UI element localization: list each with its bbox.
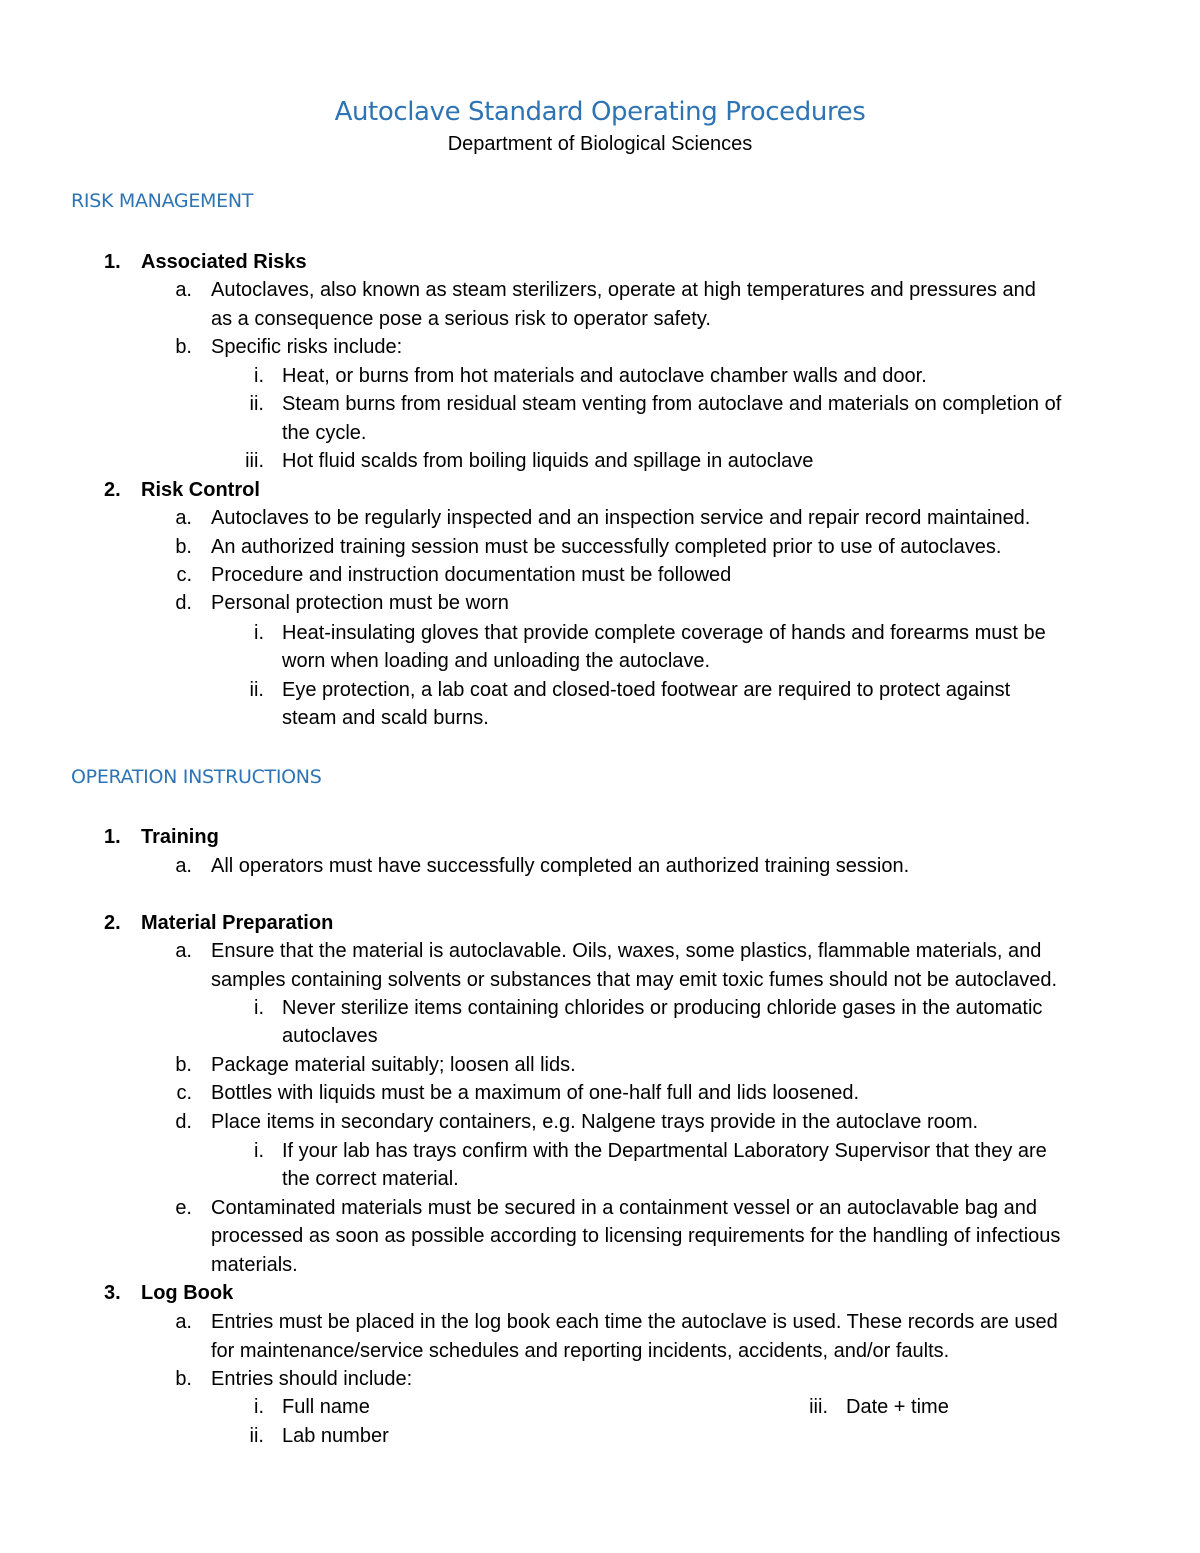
list-text: the cycle. <box>282 422 367 444</box>
list-text: Heat-insulating gloves that provide complete coverage of hands and forearms must be <box>282 622 1046 644</box>
list-text: steam and scald burns. <box>282 707 489 729</box>
list-number: 1. <box>104 251 121 273</box>
list-text: Date + time <box>846 1396 949 1418</box>
list-text: Hot fluid scalds from boiling liquids and spillage in autoclave <box>282 450 814 472</box>
list-marker: ii. <box>249 393 264 415</box>
document-title: Autoclave Standard Operating Procedures <box>334 97 866 127</box>
list-text: All operators must have successfully completed an authorized training session. <box>211 855 910 877</box>
list-text: Procedure and instruction documentation must be followed <box>211 564 732 586</box>
list-marker: ii. <box>249 679 264 701</box>
list-text: Package material suitably; loosen all lids. <box>211 1054 576 1076</box>
list-item-title: Material Preparation <box>141 912 334 934</box>
list-marker: a. <box>175 507 192 529</box>
list-text: An authorized training session must be successfully completed prior to use of autoclaves. <box>211 536 1002 558</box>
list-text: Never sterilize items containing chlorides or producing chloride gases in the automatic <box>282 997 1043 1019</box>
list-text: Full name <box>282 1396 370 1418</box>
list-text: Autoclaves, also known as steam sterilizers, operate at high temperatures and pressures and <box>211 279 1036 301</box>
list-text: Autoclaves to be regularly inspected and an inspection service and repair record maintained. <box>211 507 1031 529</box>
list-item-title: Log Book <box>141 1282 234 1304</box>
list-marker: b. <box>175 1368 192 1390</box>
list-text: worn when loading and unloading the autoclave. <box>282 650 711 672</box>
list-item-title: Risk Control <box>141 479 260 501</box>
list-text: materials. <box>211 1254 298 1276</box>
list-marker: iii. <box>245 450 264 472</box>
list-marker: a. <box>175 940 192 962</box>
document-subtitle: Department of Biological Sciences <box>447 133 753 155</box>
list-text: processed as soon as possible according to licensing requirements for the handling of infectious <box>211 1225 1061 1247</box>
list-text: Ensure that the material is autoclavable. Oils, waxes, some plastics, flammable materials, and <box>211 940 1042 962</box>
list-item-title: Associated Risks <box>141 251 307 273</box>
list-marker: i. <box>254 997 264 1019</box>
list-text: Bottles with liquids must be a maximum of one-half full and lids loosened. <box>211 1082 860 1104</box>
list-number: 2. <box>104 479 121 501</box>
list-marker: b. <box>175 1054 192 1076</box>
list-text: Contaminated materials must be secured in a containment vessel or an autoclavable bag and <box>211 1197 1038 1219</box>
list-marker: a. <box>175 1311 192 1333</box>
list-text: Entries must be placed in the log book each time the autoclave is used. These records are used <box>211 1311 1058 1333</box>
list-number: 3. <box>104 1282 121 1304</box>
list-marker: d. <box>175 1111 192 1133</box>
list-item-title: Training <box>141 826 219 848</box>
list-text: Eye protection, a lab coat and closed-toed footwear are required to protect against <box>282 679 1011 701</box>
list-text: autoclaves <box>282 1025 378 1047</box>
list-marker: iii. <box>809 1396 828 1418</box>
list-text: for maintenance/service schedules and reporting incidents, accidents, and/or faults. <box>211 1340 950 1362</box>
list-number: 2. <box>104 912 121 934</box>
list-marker: b. <box>175 536 192 558</box>
list-marker: i. <box>254 622 264 644</box>
list-text: Steam burns from residual steam venting from autoclave and materials on completion of <box>282 393 1062 415</box>
list-marker: c. <box>176 564 192 586</box>
list-marker: b. <box>175 336 192 358</box>
list-text: Entries should include: <box>211 1368 413 1390</box>
list-text: as a consequence pose a serious risk to operator safety. <box>211 308 711 330</box>
list-marker: ii. <box>249 1425 264 1447</box>
list-marker: c. <box>176 1082 192 1104</box>
list-marker: d. <box>175 592 192 614</box>
list-number: 1. <box>104 826 121 848</box>
list-marker: i. <box>254 1140 264 1162</box>
list-marker: e. <box>175 1197 192 1219</box>
section-heading-risk-management: RISK MANAGEMENT <box>71 190 254 212</box>
list-text: Place items in secondary containers, e.g. Nalgene trays provide in the autoclave room. <box>211 1111 979 1133</box>
list-text: If your lab has trays confirm with the Departmental Laboratory Supervisor that they are <box>282 1140 1047 1162</box>
list-text: Specific risks include: <box>211 336 403 358</box>
list-marker: a. <box>175 855 192 877</box>
section-heading-operation-instructions: OPERATION INSTRUCTIONS <box>71 766 322 788</box>
list-marker: i. <box>254 365 264 387</box>
list-text: samples containing solvents or substances that may emit toxic fumes should not be autoclaved. <box>211 969 1058 991</box>
list-text: the correct material. <box>282 1168 459 1190</box>
list-text: Heat, or burns from hot materials and autoclave chamber walls and door. <box>282 365 927 387</box>
list-marker: a. <box>175 279 192 301</box>
list-text: Lab number <box>282 1425 389 1447</box>
list-marker: i. <box>254 1396 264 1418</box>
list-text: Personal protection must be worn <box>211 592 509 614</box>
